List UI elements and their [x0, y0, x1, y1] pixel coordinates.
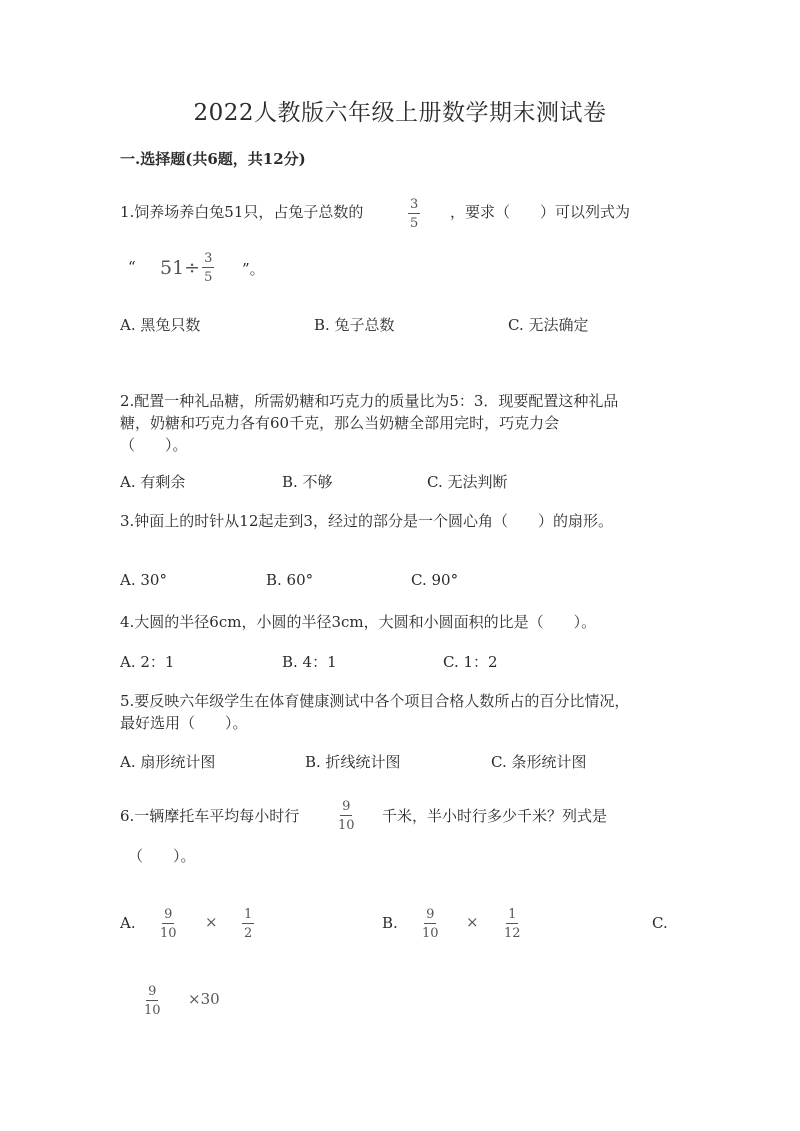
- q1-fraction: [408, 198, 420, 230]
- q1-option-c: C. 无法确定: [508, 316, 589, 334]
- q1-expression-fraction-numerator: 3: [204, 251, 213, 266]
- q6-option-a-label: A.: [120, 914, 136, 932]
- q3-option-b: B. 60°: [266, 571, 314, 589]
- q6-option-a-fraction-1: [160, 908, 177, 940]
- q6-fraction-denominator: 10: [338, 818, 355, 833]
- q2-line-2: 糖，奶糖和巧克力各有60千克，那么当奶糖全部用完时，巧克力会: [120, 414, 560, 432]
- q6-text-b: 千米，半小时行多少千米？列式是: [382, 807, 608, 825]
- q4-option-c: C. 1：2: [443, 653, 498, 671]
- q6-option-b-fraction-2-denominator: 12: [504, 926, 521, 941]
- q3-option-a: A. 30°: [120, 571, 167, 589]
- q2-line-1: 2.配置一种礼品糖，所需奶糖和巧克力的质量比为5：3．现要配置这种礼品: [120, 392, 619, 410]
- q6-line-2: （ ）。: [128, 847, 196, 865]
- q6-option-a-fraction-1-numerator: 9: [164, 907, 173, 922]
- page-title: 2022人教版六年级上册数学期末测试卷: [193, 100, 607, 126]
- q1-expression: [160, 252, 214, 284]
- q5-option-b: B. 折线统计图: [305, 753, 401, 771]
- q1-text-a: 1.饲养场养白兔51只，占兔子总数的: [120, 203, 364, 221]
- q1-expression-fraction: [202, 252, 214, 284]
- q5-line-1: 5.要反映六年级学生在体育健康测试中各个项目合格人数所占的百分比情况，: [120, 692, 630, 710]
- q6-option-b-fraction-2: [504, 908, 521, 940]
- q6-option-b-fraction-1-denominator: 10: [422, 926, 439, 941]
- q6-option-b-operator: ×: [466, 913, 479, 931]
- q6-fraction: [338, 800, 355, 832]
- q5-option-c: C. 条形统计图: [491, 753, 587, 771]
- q6-fraction-numerator: 9: [342, 799, 351, 814]
- q6-option-b-fraction-1-numerator: 9: [426, 907, 435, 922]
- q6-option-a-fraction-2-denominator: 2: [244, 926, 253, 941]
- q6-option-a-fraction-2-numerator: 1: [244, 907, 253, 922]
- section-heading: 一.选择题(共6题，共12分): [120, 150, 306, 168]
- q3-option-c: C. 90°: [411, 571, 459, 589]
- q6-option-b-label: B.: [382, 914, 398, 932]
- q6-option-b-fraction-2-numerator: 1: [508, 907, 517, 922]
- q6-text-a: 6.一辆摩托车平均每小时行: [120, 807, 300, 825]
- q5-line-2: 最好选用（ ）。: [120, 714, 248, 732]
- q2-option-b: B. 不够: [282, 473, 333, 491]
- q1-quote-close: ”。: [242, 260, 265, 278]
- q6-option-c-fraction-numerator: 9: [148, 984, 157, 999]
- q6-option-a-fraction-1-denominator: 10: [160, 926, 177, 941]
- q1-option-a: A. 黑兔只数: [120, 316, 201, 334]
- q5-option-a: A. 扇形统计图: [120, 753, 216, 771]
- q4-text: 4.大圆的半径6cm，小圆的半径3cm，大圆和小圆面积的比是（ ）。: [120, 613, 597, 631]
- q1-text-b: ，要求（ ）可以列式为: [450, 203, 631, 221]
- q4-option-b: B. 4：1: [282, 653, 337, 671]
- q6-option-c-label: C.: [652, 914, 668, 932]
- q4-option-a: A. 2：1: [120, 653, 175, 671]
- q1-fraction-numerator: 3: [410, 197, 419, 212]
- q1-expression-fraction-denominator: 5: [204, 270, 213, 285]
- q1-option-b: B. 兔子总数: [314, 316, 395, 334]
- q1-quote-open: “: [128, 258, 136, 276]
- q6-option-a-operator: ×: [205, 913, 218, 931]
- q2-line-3: （ ）。: [120, 436, 188, 454]
- q1-expression-dividend: 51÷: [160, 257, 201, 279]
- q3-text: 3.钟面上的时针从12起走到3，经过的部分是一个圆心角（ ）的扇形。: [120, 512, 613, 530]
- q1-fraction-denominator: 5: [410, 216, 419, 231]
- q6-option-c-fraction: [144, 985, 161, 1017]
- q6-option-a-fraction-2: [242, 908, 254, 940]
- q2-option-c: C. 无法判断: [427, 473, 508, 491]
- q6-option-b-fraction-1: [422, 908, 439, 940]
- q6-option-c-fraction-denominator: 10: [144, 1003, 161, 1018]
- q2-option-a: A. 有剩余: [120, 473, 186, 491]
- q6-option-c-tail: ×30: [188, 990, 220, 1008]
